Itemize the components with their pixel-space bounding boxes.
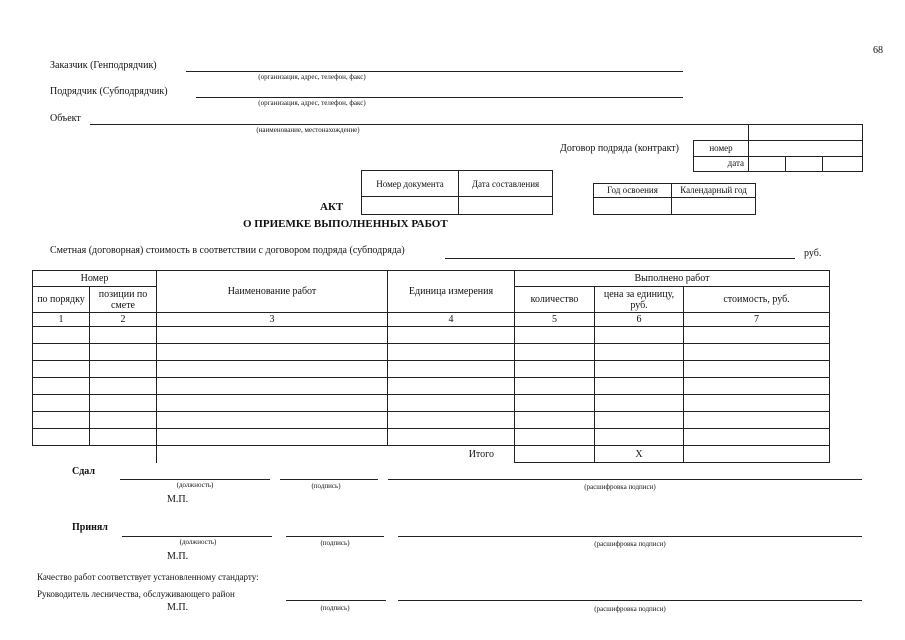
contract-label: Договор подряда (контракт) xyxy=(560,143,679,154)
accepted-decode-line[interactable] xyxy=(398,536,862,537)
customer-label: Заказчик (Генподрядчик) xyxy=(50,60,157,71)
col-number: 1 xyxy=(33,313,90,327)
accepted-label: Принял xyxy=(72,522,108,533)
table-row xyxy=(33,395,830,412)
total-cost[interactable] xyxy=(684,446,830,463)
total-label: Итого xyxy=(468,448,494,460)
accepted-position-caption: (должность) xyxy=(179,538,217,546)
name-col-header: Наименование работ xyxy=(157,271,388,313)
contract-date-label: дата xyxy=(694,156,749,171)
total-qty[interactable] xyxy=(515,446,595,463)
accepted-decode-caption: (расшифровка подписи) xyxy=(594,540,666,548)
handed-signature-caption: (подпись) xyxy=(311,482,341,490)
object-label: Объект xyxy=(50,113,81,124)
contractor-label: Подрядчик (Субподрядчик) xyxy=(50,86,168,97)
col-number: 5 xyxy=(515,313,595,327)
handed-decode-line[interactable] xyxy=(388,479,862,480)
table-row xyxy=(33,378,830,395)
handed-label: Сдал xyxy=(72,466,95,477)
col-number: 2 xyxy=(90,313,157,327)
estimate-label: Сметная (договорная) стоимость в соответствии с договором подряда (субподряда) xyxy=(50,245,405,256)
contract-box xyxy=(693,124,863,172)
head-decode-caption: (расшифровка подписи) xyxy=(594,605,666,613)
total-row xyxy=(33,446,830,463)
col-number: 3 xyxy=(157,313,388,327)
estimate-unit: руб. xyxy=(804,248,822,259)
handed-position-line[interactable] xyxy=(120,479,270,480)
contract-number-label: номер xyxy=(694,140,749,156)
works-table xyxy=(32,270,830,463)
year-dev-field[interactable] xyxy=(594,198,672,215)
doc-date-field[interactable] xyxy=(459,197,553,215)
unit-col-header: Единица измерения xyxy=(388,271,515,313)
head-signature-caption: (подпись) xyxy=(320,604,350,612)
table-row xyxy=(33,429,830,446)
cost-col-header: стоимость, руб. xyxy=(684,287,830,313)
doc-box xyxy=(361,170,553,215)
accepted-position-line[interactable] xyxy=(122,536,272,537)
head-decode-line[interactable] xyxy=(398,600,862,601)
contract-number-field[interactable] xyxy=(749,140,863,156)
estimate-field-line[interactable] xyxy=(445,258,795,259)
page-number: 68 xyxy=(873,45,883,56)
handed-position-caption: (должность) xyxy=(176,481,214,489)
accepted-signature-line[interactable] xyxy=(286,536,384,537)
col-number: 7 xyxy=(684,313,830,327)
price-col-header: цена за единицу, руб. xyxy=(595,287,684,313)
customer-caption: (организация, адрес, телефон, факс) xyxy=(258,73,366,81)
object-caption: (наименование, местонахождение) xyxy=(256,126,360,134)
accepted-signature-caption: (подпись) xyxy=(320,539,350,547)
contractor-caption: (организация, адрес, телефон, факс) xyxy=(258,99,366,107)
done-group-header: Выполнено работ xyxy=(515,271,830,287)
head-signature-line[interactable] xyxy=(286,600,386,601)
calendar-year-field[interactable] xyxy=(672,198,756,215)
contract-date-month[interactable] xyxy=(786,156,823,171)
doc-number-header: Номер документа xyxy=(362,171,459,197)
handed-stamp: М.П. xyxy=(167,494,189,505)
act-title: АКТ xyxy=(320,201,344,213)
act-subtitle: О ПРИЕМКЕ ВЫПОЛНЕННЫХ РАБОТ xyxy=(243,218,448,230)
total-price: Х xyxy=(595,446,684,463)
table-row xyxy=(33,327,830,344)
col-number: 4 xyxy=(388,313,515,327)
contract-date-year[interactable] xyxy=(823,156,863,171)
contractor-field-line[interactable] xyxy=(196,97,683,98)
handed-signature-line[interactable] xyxy=(280,479,378,480)
year-dev-header: Год освоения xyxy=(594,184,672,198)
doc-date-header: Дата составления xyxy=(459,171,553,197)
table-row xyxy=(33,412,830,429)
qty-col-header: количество xyxy=(515,287,595,313)
position-col-header: позиции по смете xyxy=(90,287,157,313)
customer-field-line[interactable] xyxy=(186,71,683,72)
order-col-header: по порядку xyxy=(33,287,90,313)
accepted-stamp: М.П. xyxy=(167,551,189,562)
head-label: Руководитель лесничества, обслуживающего район xyxy=(37,589,235,599)
col-number: 6 xyxy=(595,313,684,327)
handed-decode-caption: (расшифровка подписи) xyxy=(584,483,656,491)
year-box xyxy=(593,183,756,215)
table-row xyxy=(33,344,830,361)
head-stamp: М.П. xyxy=(167,602,189,613)
quality-text: Качество работ соответствует установленному стандарту: xyxy=(37,572,259,582)
doc-number-field[interactable] xyxy=(362,197,459,215)
contract-date-day[interactable] xyxy=(749,156,786,171)
calendar-year-header: Календарный год xyxy=(672,184,756,198)
table-row xyxy=(33,361,830,378)
number-group-header: Номер xyxy=(33,271,157,287)
